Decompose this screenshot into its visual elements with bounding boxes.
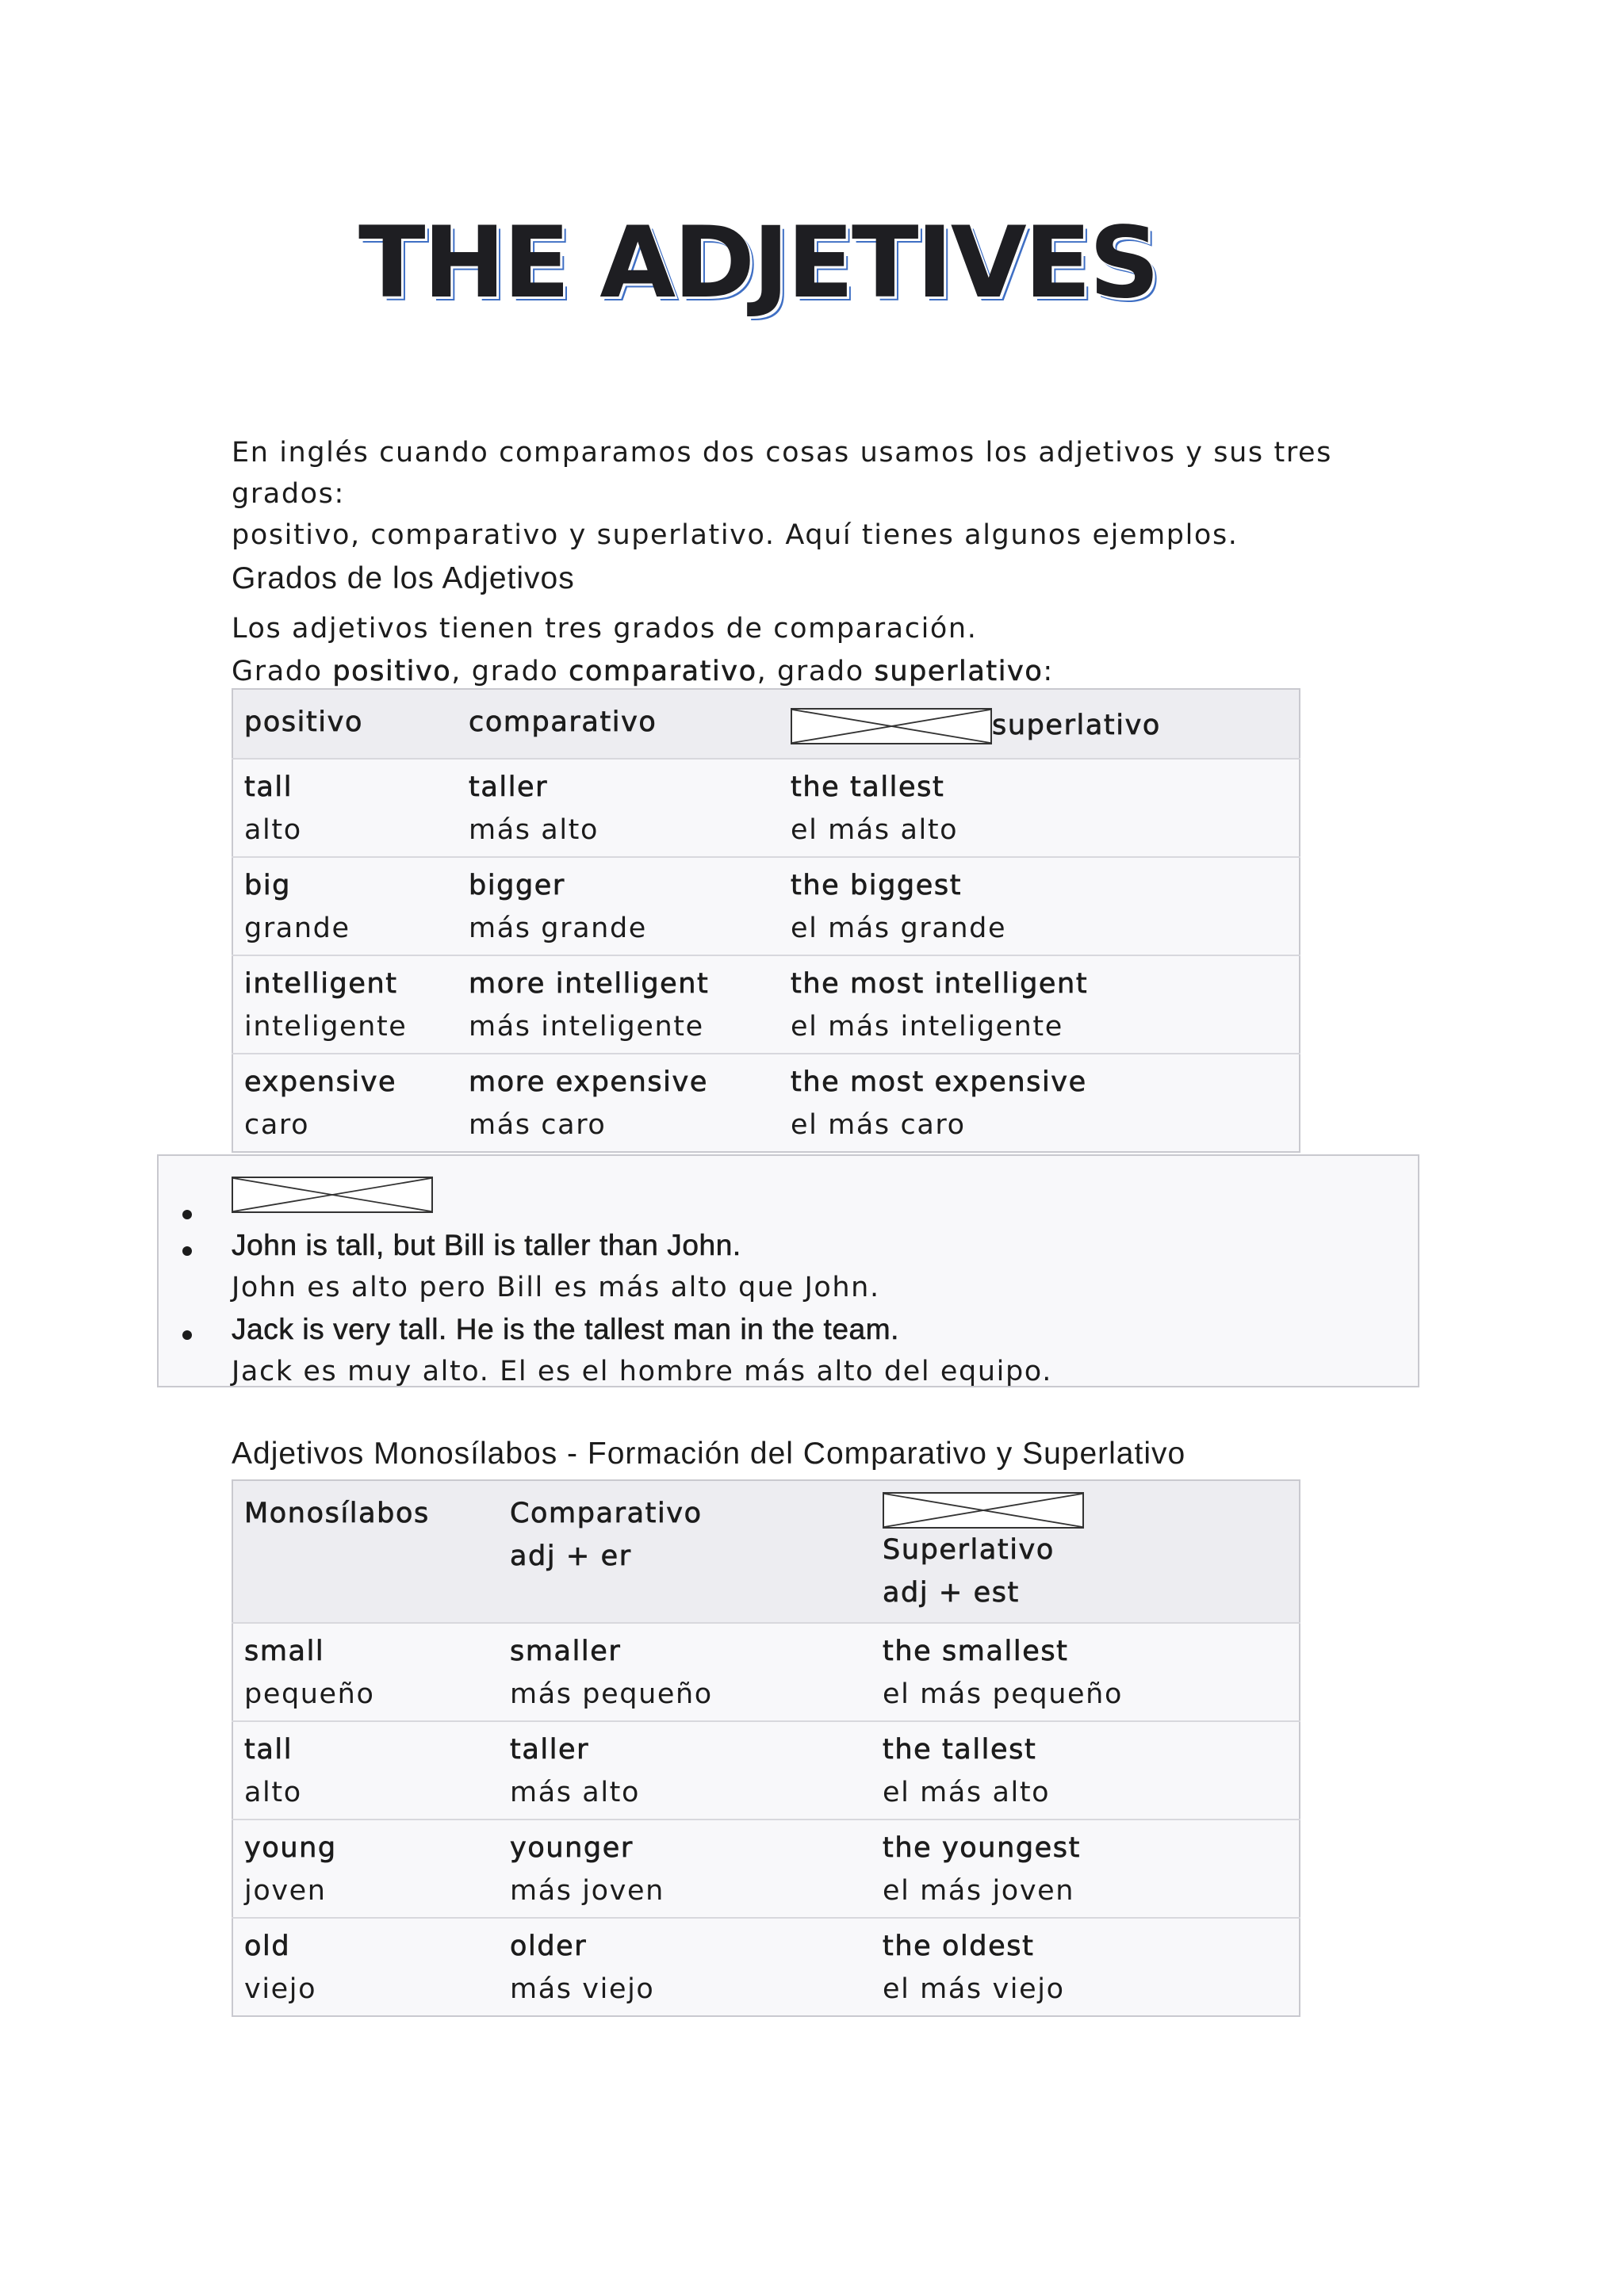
table-row	[232, 1054, 1300, 1152]
monosyllables-table	[232, 1479, 1300, 2017]
cell-positivo: expensive caro	[232, 1054, 458, 1152]
example-english: Jack is very tall. He is the tallest man in the team.	[232, 1313, 900, 1345]
intro-line-1: En inglés cuando comparamos dos cosas usamos los adjetivos y sus tres grados:	[232, 437, 1333, 510]
intro-line-2: positivo, comparativo y superlativo. Aquí tienes algunos ejemplos.	[232, 519, 1239, 551]
degrees-prefix: Grado	[232, 656, 333, 687]
section1-heading: Grados de los Adjetivos	[232, 561, 575, 595]
cell-positivo: tall alto	[232, 1721, 499, 1820]
degrees-table	[232, 688, 1300, 1153]
table-row	[232, 857, 1300, 955]
cell-comparativo: taller más alto	[458, 759, 779, 857]
table-row	[232, 1820, 1300, 1918]
cell-superlativo: the most expensive el más caro	[779, 1054, 1300, 1152]
cell-superlativo: the biggest el más grande	[779, 857, 1300, 955]
cell-comparativo: more intelligent más inteligente	[458, 955, 779, 1054]
section2-heading: Adjetivos Monosílabos - Formación del Comparativo y Superlativo	[232, 1437, 1186, 1471]
cell-positivo: young joven	[232, 1820, 499, 1918]
table-row	[232, 955, 1300, 1054]
cell-superlativo: the youngest el más joven	[871, 1820, 1300, 1918]
cell-comparativo: younger más joven	[499, 1820, 871, 1918]
examples-box	[157, 1154, 1419, 1387]
table-row	[232, 1918, 1300, 2016]
degree-superlativo: superlativo	[874, 656, 1044, 687]
cell-positivo: big grande	[232, 857, 458, 955]
example-spanish: Jack es muy alto. El es el hombre más alto del equipo.	[232, 1356, 1052, 1387]
degree-positivo: positivo	[332, 656, 452, 687]
broken-image-icon	[883, 1492, 1084, 1529]
cell-positivo: small pequeño	[232, 1623, 499, 1721]
table-row	[232, 759, 1300, 857]
cell-positivo: intelligent inteligente	[232, 955, 458, 1054]
cell-superlativo: the tallest el más alto	[779, 759, 1300, 857]
table-row	[232, 1623, 1300, 1721]
broken-image-icon	[232, 1177, 433, 1213]
broken-image-icon	[791, 708, 992, 744]
monosyllables-table-header	[232, 1480, 1300, 1623]
intro-paragraph	[232, 432, 1342, 556]
degree-comparativo: comparativo	[569, 656, 757, 687]
cell-comparativo: more expensive más caro	[458, 1054, 779, 1152]
page-title: THE ADJETIVES	[358, 206, 1158, 320]
cell-positivo: old viejo	[232, 1918, 499, 2016]
bullet-icon	[182, 1246, 192, 1256]
cell-comparativo: taller más alto	[499, 1721, 871, 1820]
cell-comparativo: bigger más grande	[458, 857, 779, 955]
cell-comparativo: smaller más pequeño	[499, 1623, 871, 1721]
header-comparativo: comparativo	[458, 689, 779, 759]
cell-superlativo: the tallest el más alto	[871, 1721, 1300, 1820]
cell-superlativo: the most intelligent el más inteligente	[779, 955, 1300, 1054]
cell-positivo: tall alto	[232, 759, 458, 857]
degrees-line	[232, 651, 1054, 692]
degrees-sep-2: , grado	[756, 656, 875, 687]
header-superlativo: Superlativo adj + est	[871, 1480, 1300, 1623]
cell-superlativo: the oldest el más viejo	[871, 1918, 1300, 2016]
example-english: John is tall, but Bill is taller than John.	[232, 1229, 741, 1261]
header-superlativo: superlativo	[779, 689, 1300, 759]
cell-comparativo: older más viejo	[499, 1918, 871, 2016]
header-comparativo: Comparativo adj + er	[499, 1480, 871, 1623]
cell-superlativo: the smallest el más pequeño	[871, 1623, 1300, 1721]
example-spanish: John es alto pero Bill es más alto que John.	[232, 1272, 880, 1303]
degrees-sep-1: , grado	[451, 656, 569, 687]
bullet-icon	[182, 1330, 192, 1340]
table-row	[232, 1721, 1300, 1820]
header-monosilabos: Monosílabos	[232, 1480, 499, 1623]
bullet-icon	[182, 1210, 192, 1219]
degrees-table-header	[232, 689, 1300, 759]
header-positivo: positivo	[232, 689, 458, 759]
degrees-suffix: :	[1043, 656, 1054, 687]
section1-text: Los adjetivos tienen tres grados de comparación.	[232, 613, 978, 645]
